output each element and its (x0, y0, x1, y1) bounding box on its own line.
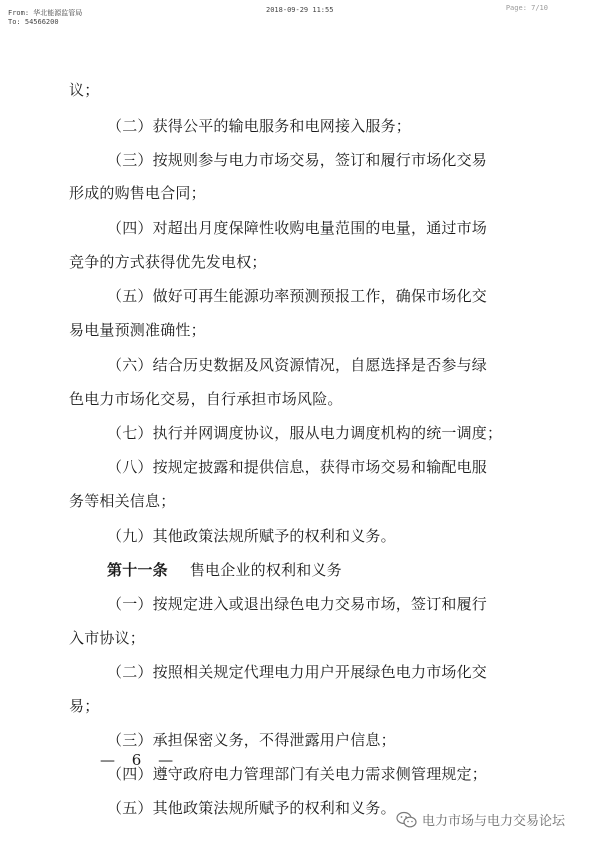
fax-to: To: 54566200 (8, 18, 59, 26)
text-line: 易； (69, 697, 100, 715)
article-title: 售电企业的权利和义务 (189, 561, 342, 579)
text-line: （二）按照相关规定代理电力用户开展绿色电力市场化交 (107, 663, 488, 681)
text-line: （六）结合历史数据及风资源情况，自愿选择是否参与绿 (107, 356, 488, 374)
fax-header (4, 4, 596, 28)
text-line: （三）按规则参与电力市场交易，签订和履行市场化交易 (107, 151, 488, 169)
text-line: （二）获得公平的输电服务和电网接入服务； (107, 117, 412, 135)
text-line: 务等相关信息； (69, 492, 176, 510)
text-line: 议； (69, 81, 100, 99)
text-line: （四）遵守政府电力管理部门有关电力需求侧管理规定； (107, 765, 488, 783)
text-line: （五）做好可再生能源功率预测预报工作，确保市场化交 (107, 287, 488, 305)
text-line: （五）其他政策法规所赋予的权利和义务。 (107, 799, 396, 817)
fax-page: Page: 7/10 (505, 4, 548, 12)
article-number: 第十一条 (107, 561, 168, 579)
text-line: （四）对超出月度保障性收购电量范围的电量，通过市场 (107, 219, 488, 237)
wechat-icon (396, 811, 418, 829)
article-heading (107, 561, 342, 579)
text-line: （九）其他政策法规所赋予的权利和义务。 (107, 527, 396, 545)
text-line: （一）按规定进入或退出绿色电力交易市场，签订和履行 (107, 595, 488, 613)
page-number: — 6 — (100, 751, 180, 769)
text-line: 入市协议； (69, 629, 146, 647)
text-line: （七）执行并网调度协议，服从电力调度机构的统一调度； (107, 424, 503, 442)
text-line: （三）承担保密义务，不得泄露用户信息； (107, 731, 396, 749)
fax-time: 2018-09-29 11:55 (266, 6, 334, 14)
watermark-text: 电力市场与电力交易论坛 (422, 814, 566, 829)
text-line: 形成的购售电合同； (69, 184, 206, 202)
text-line: 色电力市场化交易，自行承担市场风险。 (69, 390, 343, 408)
fax-from: From: 华北能源监管局 (8, 9, 83, 17)
text-line: （八）按规定披露和提供信息，获得市场交易和输配电服 (107, 458, 488, 476)
text-line: 易电量预测准确性； (69, 321, 206, 339)
text-line: 竞争的方式获得优先发电权； (69, 253, 267, 271)
watermark (396, 810, 565, 829)
